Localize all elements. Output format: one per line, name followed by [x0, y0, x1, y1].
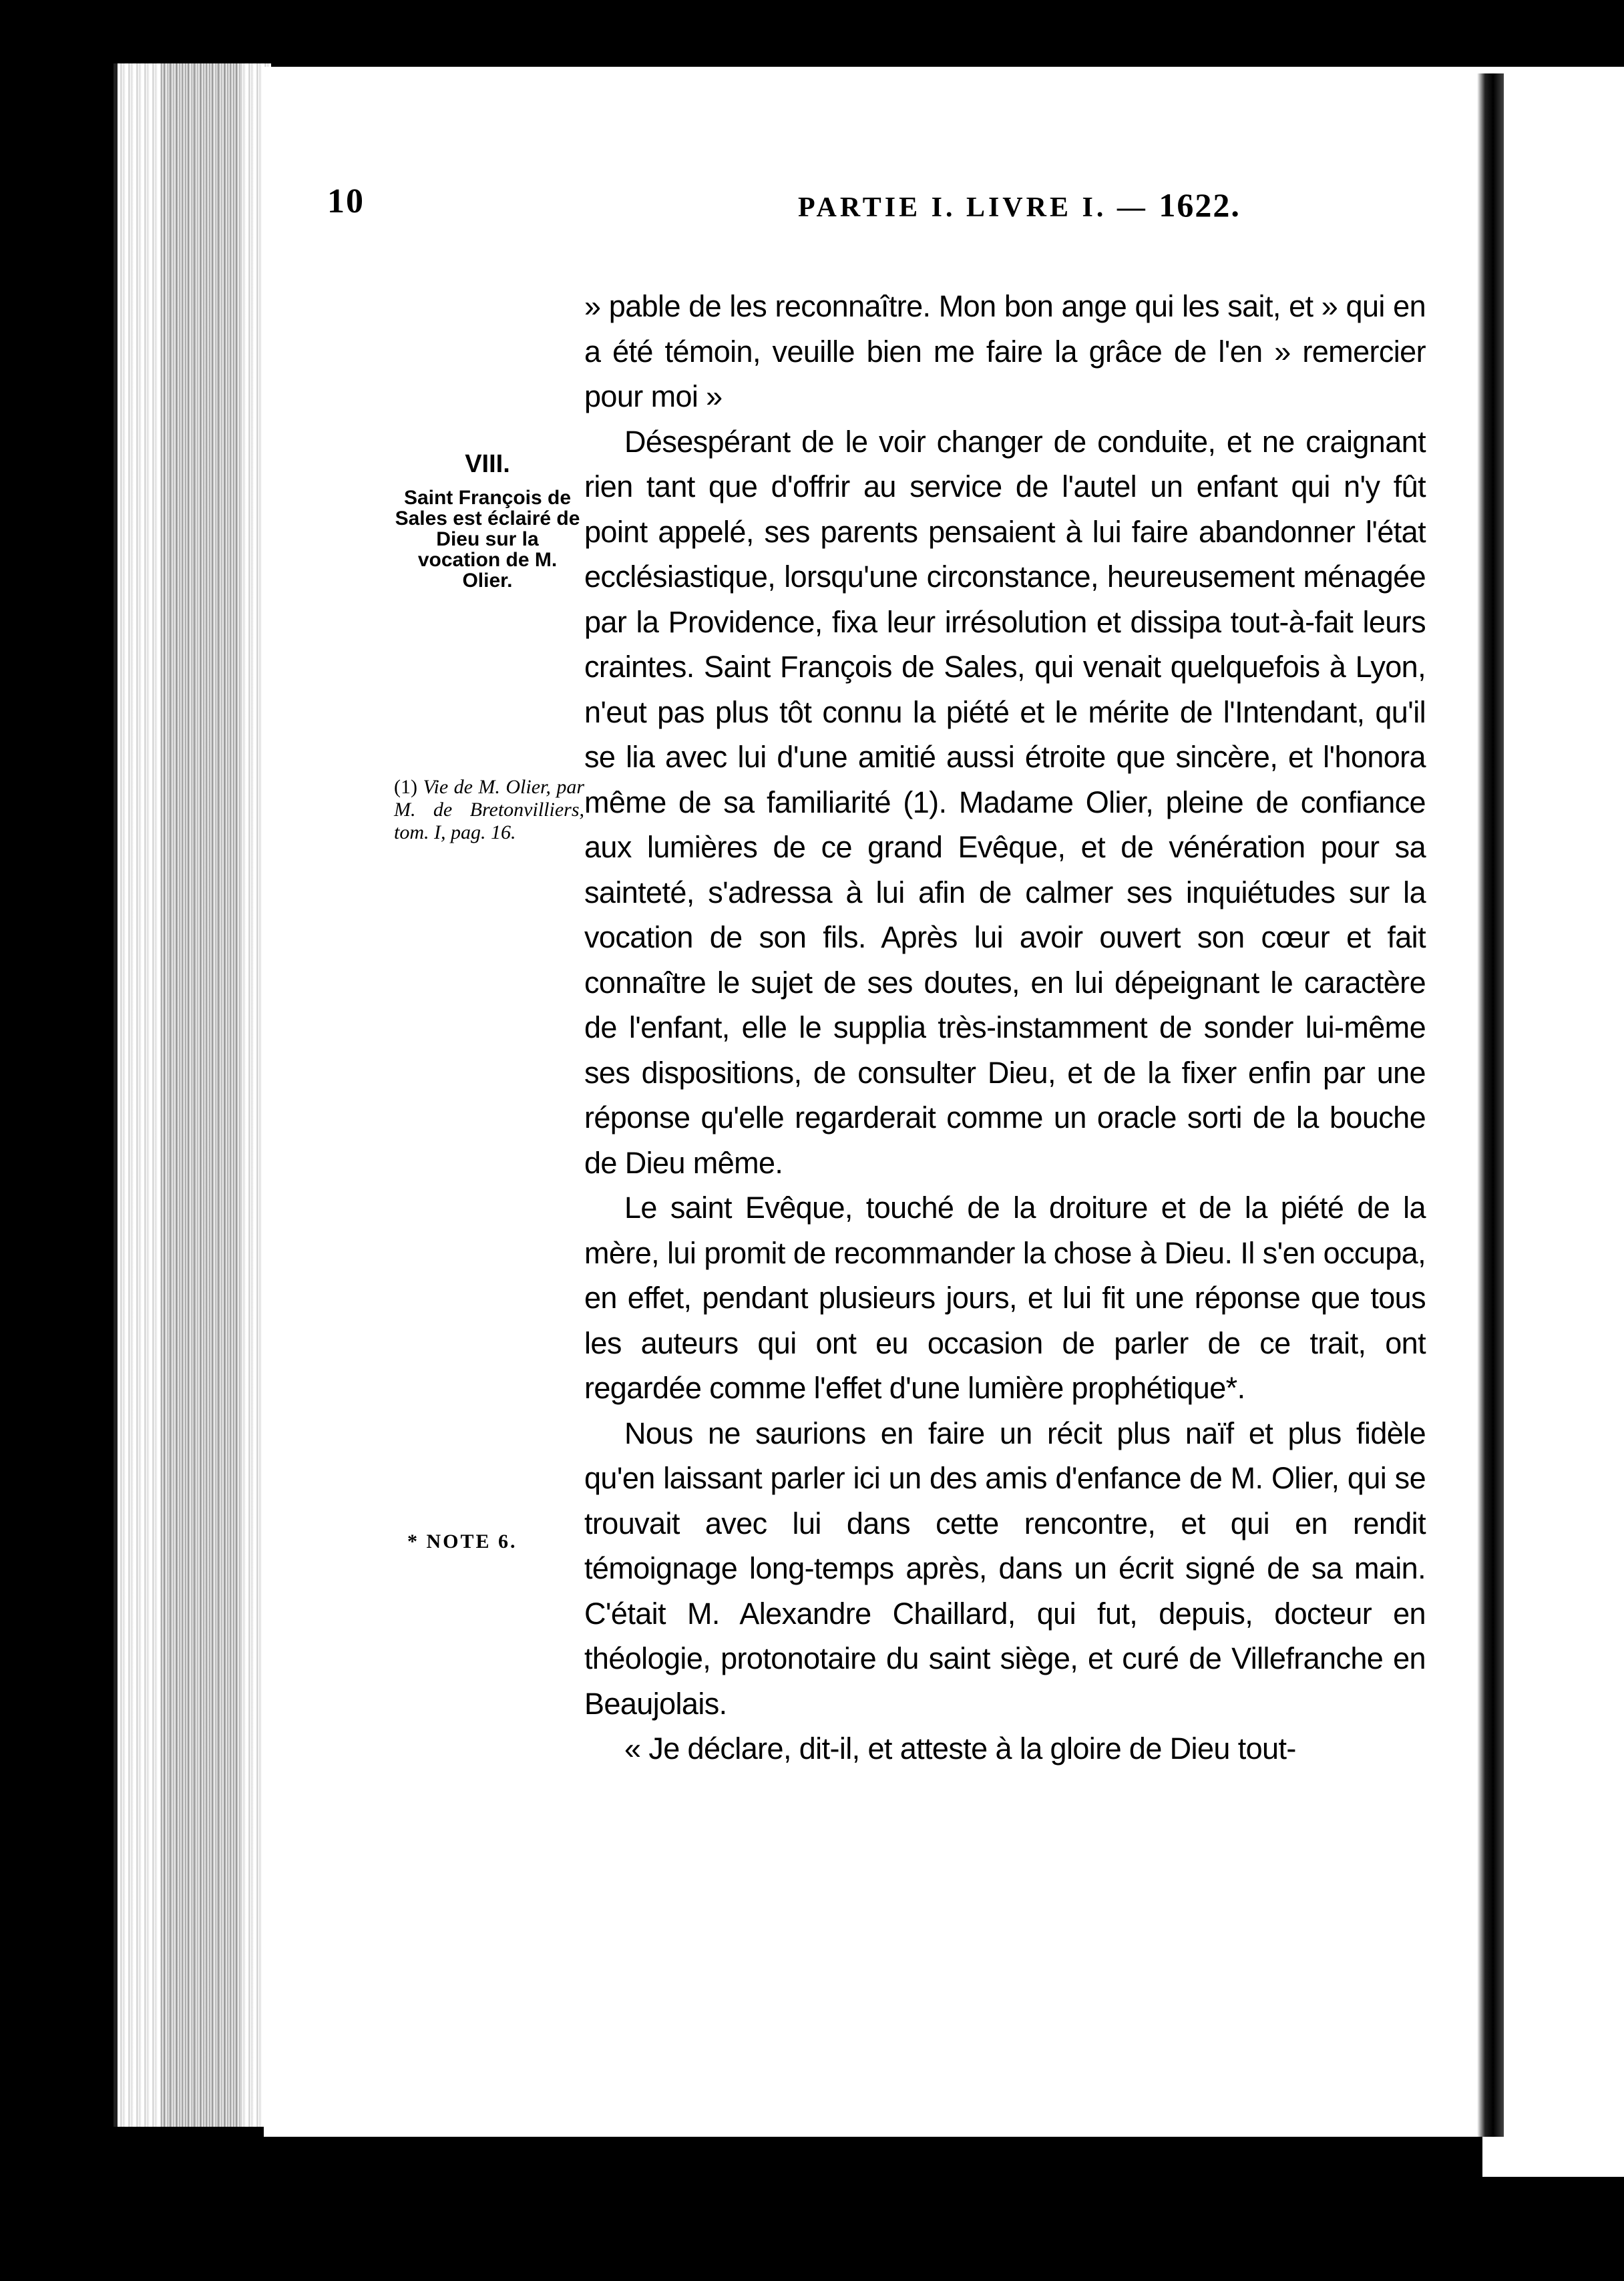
footnote-text: Vie de M. Olier, par M. de Bretonvilliers, tom. I, pag. 16. — [394, 776, 585, 843]
section-number: VIII. — [465, 450, 510, 478]
paragraph-parents: Désespérant de le voir changer de conduite, et ne craignant rien tant que d'offrir au service de l'autel un enfant qui n'y fût point appelé, ses parents pensaient à lui faire abandonner l'état ecclésiastique, lorsqu'une circonstance, heureusement ménagée par la Providence, fixa leur irrésolution et dissipa tout-à-fait leurs craintes. Saint François de Sales, qui venait quelquefois à Lyon, n'eut pas plus tôt connu la piété et le mérite de l'Intendant, qu'il se lia avec lui d'une amitié aussi étroite que sincère, et l'honora même de sa familiarité (1). Madame Olier, pleine de confiance aux lumières de ce grand Evêque, et de vénération pour sa sainteté, s'adressa à lui afin de calmer ses inquiétudes sur la vocation de son fils. Après lui avoir ouvert son cœur et fait connaître le sujet de ses doutes, en lui dépeignant le caractère de l'enfant, elle le supplia très-instamment de sonder lui-même ses dispositions, de consulter Dieu, et de la fixer enfin par une réponse qu'elle regarderait comme un oracle sorti de la bouche de Dieu même. — [584, 424, 1426, 1180]
page-header — [0, 182, 1624, 228]
paragraph-declaration: « Je déclare, dit-il, et atteste à la gloire de Dieu tout- — [624, 1731, 1296, 1766]
paragraph-bishop: Le saint Evêque, touché de la droiture et de la piété de la mère, lui promit de recommander la chose à Dieu. Il s'en occupa, en effet, pendant plusieurs jours, et lui fit une réponse que tous les auteurs qui ont eu occasion de parler de ce trait, ont regardée comme l'effet d'une lumière prophétique*. — [584, 1191, 1426, 1405]
running-title-text: PARTIE I. LIVRE I. — — [798, 192, 1149, 223]
footnote-marker: (1) — [394, 776, 417, 798]
paragraph-witness: Nous ne saurions en faire un récit plus naïf et plus fidèle qu'en laissant parler ici un des amis d'enfance de M. Olier, qui se trouvait avec lui dans cette rencontre, et qui en rendit témoignage long-temps après, dans un écrit signé de sa main. C'était M. Alexandre Chaillard, qui fut, depuis, docteur en théologie, protonotaire du saint siège, et curé de Villefranche en Beaujolais. — [584, 1416, 1426, 1721]
section-summary: Saint François de Sales est éclairé de Dieu sur la vocation de M. Olier. — [395, 487, 580, 592]
page-stack-shadow — [160, 63, 240, 2127]
running-title — [798, 186, 1241, 224]
scan-border-bottom — [0, 2177, 1624, 2281]
main-text — [584, 284, 1426, 1772]
footnote — [394, 776, 584, 844]
running-year: 1622. — [1159, 186, 1241, 224]
paragraph-quote-end: » pable de les reconnaître. Mon bon ange qui les sait, et » qui en a été témoin, veuille bien me faire la grâce de l'en » remercier pour moi » — [584, 289, 1426, 413]
book-gutter — [1477, 73, 1504, 2137]
note-reference: * NOTE 6. — [407, 1530, 518, 1552]
page-number: 10 — [327, 182, 365, 220]
scan-border-top — [0, 0, 1624, 67]
